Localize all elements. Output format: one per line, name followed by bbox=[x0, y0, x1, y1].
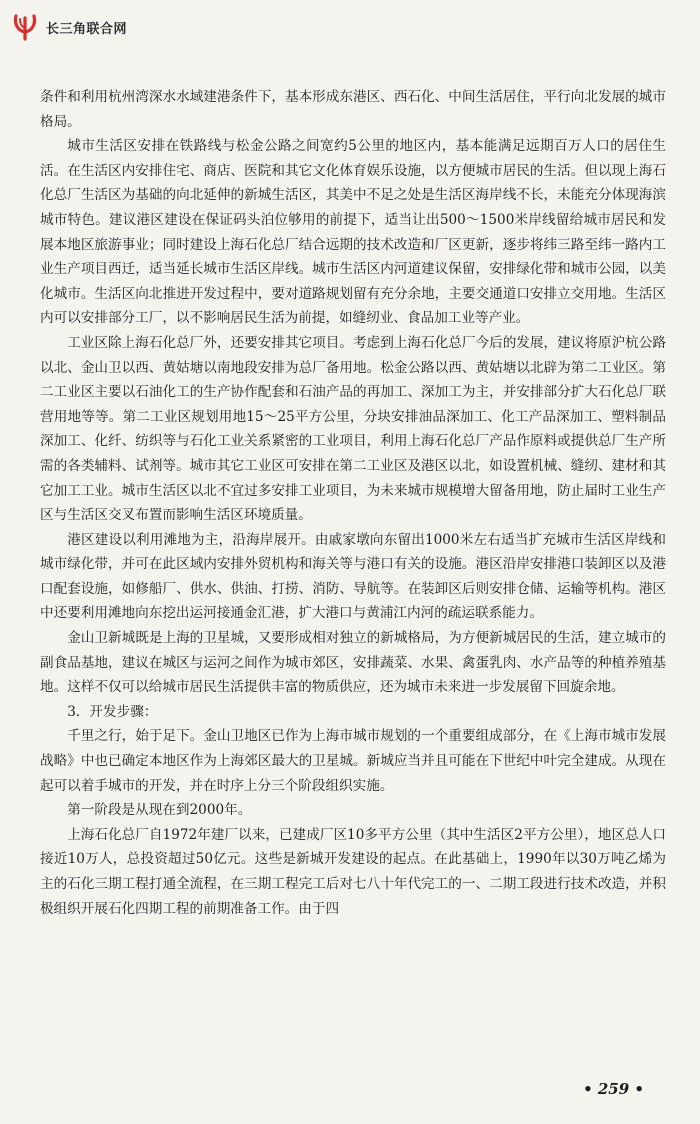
page-number: • 259 • bbox=[583, 1080, 644, 1098]
site-header bbox=[10, 12, 127, 42]
paragraph-port-area: 港区建设以利用滩地为主，沿海岸展开。由戚家墩向东留出1000米左右适当扩充城市生活区岸线和城市绿化带，并可在此区域内安排外贸机构和海关等与港口有关的设施。港区沿岸安排港口装卸区以及港口配套设施，如修船厂、供水、供油、打捞、消防、导航等。在装卸区后则安排仓储、运输等机构。港区中还要利用滩地向东挖出运河接通金汇港，扩大港口与黄浦江内河的疏运联系能力。 bbox=[40, 531, 666, 622]
site-logo-icon[interactable] bbox=[10, 12, 40, 42]
paragraph-industrial-area: 工业区除上海石化总厂外，还要安排其它项目。考虑到上海石化总厂今后的发展，建议将原沪杭公路以北、金山卫以西、黄姑塘以南地段安排为总厂备用地。松金公路以西、黄姑塘以北辟为第二工业区。第二工业区主要以石油化工的生产协作配套和石油产品的再加工、深加工为主，并安排部分扩大石化总厂联营用地等等。第二工业区规划用地15～25平方公里，分块安排油品深加工、化工产品深加工、塑料制品深加工、化纤、纺织等与石化工业关系紧密的工业项目，利用上海石化总厂产品作原料或提供总厂生产所需的各类辅料、试剂等。城市其它工业区可安排在第二工业区及港区以北，如设置机械、缝纫、建材和其它加工工业。城市生活区以北不宜过多安排工业项目，为未来城市规模增大留备用地，防止届时工业生产区与生活区交叉布置而影响生活区环境质量。 bbox=[40, 334, 666, 524]
paragraph-new-city: 金山卫新城既是上海的卫星城，又要形成相对独立的新城格局，为方便新城居民的生活，建立城市的副食品基地，建议在城区与运河之间作为城市郊区，安排蔬菜、水果、禽蛋乳肉、水产品等的种植养殖基地。这样不仅可以给城市居民生活提供丰富的物质供应，还为城市未来进一步发展留下回旋余地。 bbox=[40, 630, 666, 696]
article-body bbox=[40, 85, 666, 921]
site-logo-text[interactable]: 长三角联合网 bbox=[46, 21, 128, 37]
section-heading-development-steps: 3．开发步骤： bbox=[67, 703, 158, 720]
paragraph-continued: 条件和利用杭州湾深水水域建港条件下，基本形成东港区、西石化、中间生活居住，平行向北发展的城市格局。 bbox=[40, 89, 666, 130]
paragraph-phase-one: 第一阶段是从现在到2000年。 bbox=[67, 802, 252, 819]
paragraph-development-intro: 千里之行，始于足下。金山卫地区已作为上海市城市规划的一个重要组成部分，在《上海市城市发展战略》中也已确定本地区作为上海郊区最大的卫星城。新城应当并且可能在下世纪中叶完全建成。从现在起可以着手城市的开发，并在时序上分三个阶段组织实施。 bbox=[40, 728, 666, 794]
paragraph-petrochemical-history: 上海石化总厂自1972年建厂以来，已建成厂区10多平方公里（其中生活区2平方公里），地区总人口接近10万人，总投资超过50亿元。这些是新城开发建设的起点。在此基础上，1990年以30万吨乙烯为主的石化三期工程打通全流程，在三期工程完工后对七八十年代完工的一、二期工段进行技术改造，并积极组织开展石化四期工程的前期准备工作。由于四 bbox=[40, 826, 666, 917]
paragraph-living-area: 城市生活区安排在铁路线与松金公路之间宽约5公里的地区内，基本能满足远期百万人口的居住生活。在生活区内安排住宅、商店、医院和其它文化体育娱乐设施，以方便城市居民的生活。但以现上海石化总厂生活区为基础的向北延伸的新城生活区，其美中不足之处是生活区海岸线不长，未能充分体现海滨城市特色。建议港区建设在保证码头泊位够用的前提下，适当让出500～1500米岸线留给城市居民和发展本地区旅游事业；同时建设上海石化总厂结合远期的技术改造和厂区更新，逐步将纬三路至纬一路内工业生产项目西迁，适当延长城市生活区岸线。城市生活区内河道建议保留，安排绿化带和城市公园，以美化城市。生活区向北推进开发过程中，要对道路规划留有充分余地，主要交通道口安排立交用地。生活区内可以安排部分工厂，以不影响居民生活为前提，如缝纫业、食品加工业等产业。 bbox=[40, 138, 666, 327]
